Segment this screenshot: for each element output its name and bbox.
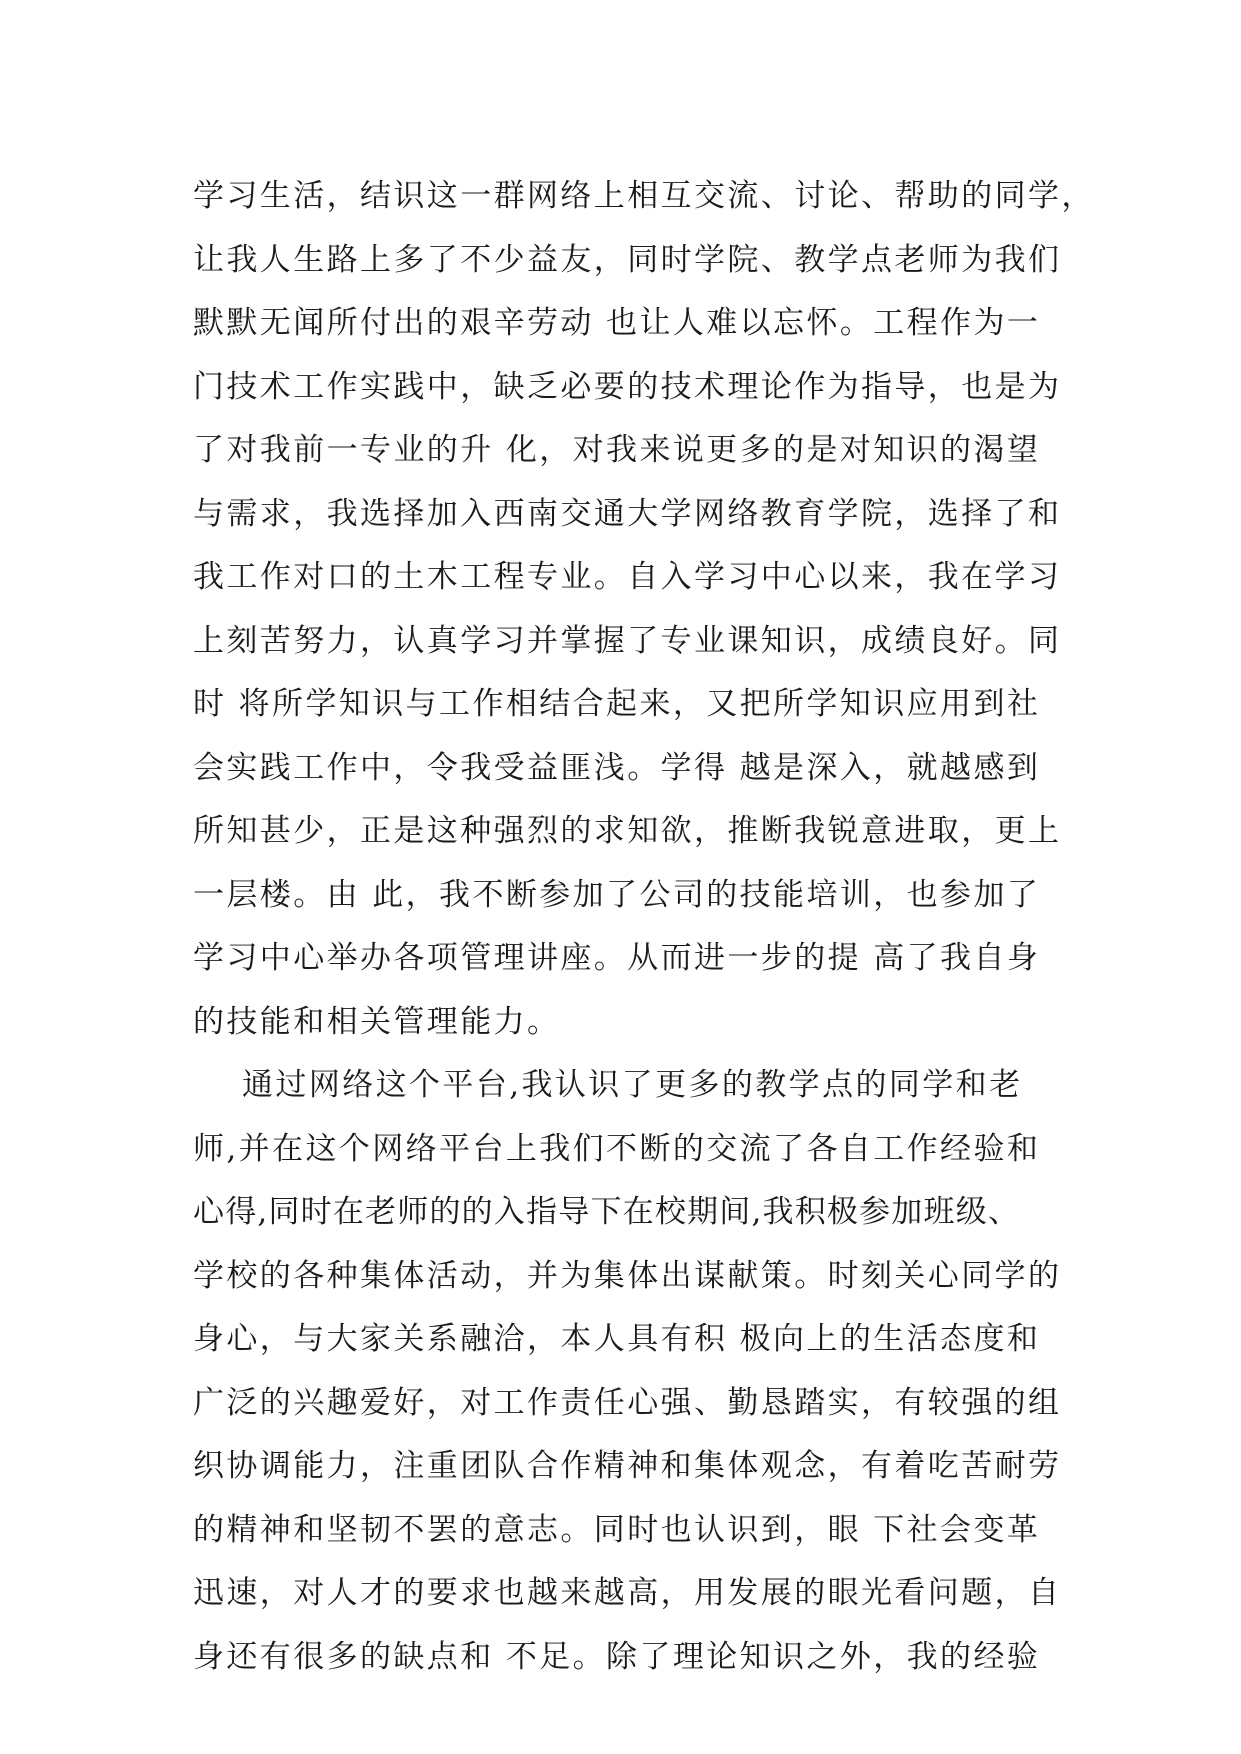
text-line-6: 与需求，我选择加入西南交通大学网络教育学院，选择了和 [193,495,1062,532]
text-line-14: 的技能和相关管理能力。 [193,1003,561,1040]
text-line-9: 时 将所学知识与工作相结合起来，又把所学知识应用到社 [193,686,1041,722]
text-line-24: 身还有很多的缺点和 不足。除了理论知识之外，我的经验 [193,1638,1041,1675]
text-line-3: 默默无闻所付出的艰辛劳动 也让人难以忘怀。工程作为一 [193,305,1041,341]
text-line-8: 上刻苦努力，认真学习并掌握了专业课知识，成绩良好。同 [193,622,1062,659]
text-line-13: 学习中心举办各项管理讲座。从而进一步的提 高了我自身 [193,940,1041,976]
text-line-15: 通过网络这个平台,我认识了更多的教学点的同学和老 [193,1067,1023,1103]
text-line-10: 会实践工作中，令我受益匪浅。学得 越是深入，就越感到 [193,749,1041,786]
text-line-1: 学习生活，结识这一群网络上相互交流、讨论、帮助的同学， [193,178,1095,214]
text-line-7: 我工作对口的土木工程专业。自入学习中心以来，我在学习 [193,559,1062,595]
text-line-11: 所知甚少，正是这种强烈的求知欲，推断我锐意进取，更上 [193,813,1062,849]
text-line-21: 织协调能力，注重团队合作精神和集体观念，有着吃苦耐劳 [193,1448,1062,1484]
text-line-4: 门技术工作实践中，缺乏必要的技术理论作为指导，也是为 [193,368,1062,405]
text-line-19: 身心，与大家关系融洽，本人具有积 极向上的生活态度和 [193,1321,1041,1357]
text-line-18: 学校的各种集体活动，并为集体出谋献策。时刻关心同学的 [193,1257,1062,1294]
text-line-16: 师,并在这个网络平台上我们不断的交流了各自工作经验和 [193,1130,1041,1167]
text-line-23: 迅速，对人才的要求也越来越高，用发展的眼光看问题，自 [193,1575,1062,1611]
text-line-2: 让我人生路上多了不少益友，同时学院、教学点老师为我们 [193,241,1062,278]
text-line-17: 心得,同时在老师的的入指导下在校期间,我积极参加班级、 [193,1194,1021,1230]
body-text [193,165,1095,1689]
text-line-5: 了对我前一专业的升 化，对我来说更多的是对知识的渴望 [193,432,1041,468]
text-line-22: 的精神和坚韧不罢的意志。同时也认识到，眼 下社会变革 [193,1511,1041,1548]
text-line-20: 广泛的兴趣爱好，对工作责任心强、勤恳踏实，有较强的组 [193,1384,1062,1421]
text-line-12: 一层楼。由 此，我不断参加了公司的技能培训，也参加了 [193,876,1041,913]
